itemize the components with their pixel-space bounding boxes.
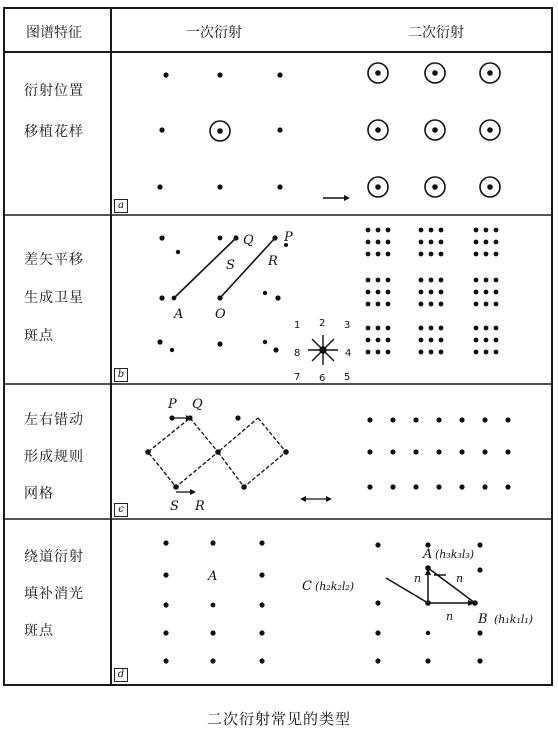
diffraction-spot	[366, 290, 371, 295]
diffraction-spot	[482, 449, 487, 454]
diffraction-spot	[439, 338, 444, 343]
header-primary: 一次衍射	[186, 25, 242, 41]
diffraction-spot	[376, 240, 381, 245]
diffraction-spot	[429, 228, 434, 233]
diffraction-spot	[459, 449, 464, 454]
row-c-line-3: 网格	[24, 486, 54, 502]
diffraction-spot	[367, 449, 372, 454]
row-c-parallelograms	[148, 418, 286, 487]
label-n-3: n	[446, 610, 454, 623]
diffraction-spot	[419, 240, 424, 245]
diffraction-spot	[436, 417, 441, 422]
label-P: P	[168, 397, 177, 412]
label-hkl-C: (h₂k₂l₂)	[315, 580, 355, 593]
row-b-star-symbol	[308, 335, 338, 365]
label-hkl-A: (h₃k₃l₃)	[435, 548, 475, 561]
diffraction-spot	[419, 302, 424, 307]
row-d-line-2: 填补消光	[24, 586, 84, 602]
diffraction-spot	[386, 350, 391, 355]
diffraction-spot	[386, 240, 391, 245]
label-hkl-B: (h₁k₁l₁)	[494, 613, 534, 626]
label-B: B	[478, 612, 488, 627]
table-border	[4, 8, 552, 685]
diffraction-spot	[429, 290, 434, 295]
diffraction-spot	[494, 278, 499, 283]
diffraction-spot	[419, 350, 424, 355]
label-Q: Q	[192, 397, 203, 412]
row-c-labels	[167, 397, 205, 514]
row-c-arrows	[172, 415, 332, 502]
star-number-3: 3	[344, 320, 351, 331]
diffraction-spot	[419, 278, 424, 283]
diffraction-spot	[494, 338, 499, 343]
row-a-tag: a	[114, 199, 128, 213]
diffraction-spot	[484, 240, 489, 245]
diffraction-spot	[505, 449, 510, 454]
row-c-line-1: 左右错动	[24, 412, 84, 428]
diffraction-spot	[376, 302, 381, 307]
row-a-line-2: 移植花样	[24, 124, 84, 140]
diffraction-spot	[366, 326, 371, 331]
diffraction-spot	[376, 350, 381, 355]
label-A: A	[174, 307, 184, 322]
row-a-secondary-spots	[368, 63, 500, 197]
label-n-1: n	[414, 572, 422, 585]
row-d-line-1: 绕道衍射	[24, 549, 84, 565]
row-c-secondary-spots	[367, 417, 510, 489]
diffraction-spot	[482, 484, 487, 489]
diffraction-spot	[390, 484, 395, 489]
diffraction-spot	[376, 278, 381, 283]
diffraction-spot	[484, 350, 489, 355]
diffraction-spot	[390, 417, 395, 422]
star-number-4: 4	[345, 348, 352, 359]
row-b-line-3: 斑点	[24, 328, 54, 344]
row-d-tag: d	[114, 668, 128, 682]
diffraction-spot	[367, 484, 372, 489]
label-A-right: A	[423, 547, 433, 562]
diffraction-spot	[439, 240, 444, 245]
diffraction-spot	[366, 240, 371, 245]
diffraction-spot	[429, 240, 434, 245]
row-a-ringed-spot	[210, 121, 230, 141]
diffraction-spot	[474, 228, 479, 233]
diffraction-spot	[429, 278, 434, 283]
diffraction-spot	[386, 228, 391, 233]
diffraction-spot	[494, 228, 499, 233]
row-c-line-2: 形成规则	[24, 449, 84, 465]
diffraction-spot	[376, 338, 381, 343]
diffraction-spot	[366, 252, 371, 257]
diffraction-spot	[484, 338, 489, 343]
diffraction-spot	[386, 252, 391, 257]
label-Q: Q	[243, 233, 254, 248]
row-c-tag: c	[114, 503, 128, 517]
diffraction-spot	[505, 417, 510, 422]
label-O: O	[215, 307, 226, 322]
diffraction-spot	[429, 302, 434, 307]
row-d-primary-spots	[163, 540, 264, 663]
diffraction-spot	[484, 290, 489, 295]
label-P: P	[284, 230, 293, 245]
header-feature: 图谱特征	[26, 25, 82, 41]
diffraction-spot	[413, 417, 418, 422]
row-b-tag: b	[114, 368, 128, 382]
diffraction-spot	[429, 326, 434, 331]
diffraction-spot	[439, 290, 444, 295]
label-R: R	[195, 499, 205, 514]
diffraction-spot	[429, 350, 434, 355]
star-number-8: 8	[294, 348, 301, 359]
diffraction-spot	[386, 302, 391, 307]
label-n-2: n	[456, 572, 464, 585]
row-b-line-1: 差矢平移	[24, 252, 84, 268]
row-d-labels	[207, 547, 533, 627]
diffraction-spot	[484, 228, 489, 233]
diffraction-spot	[484, 302, 489, 307]
diffraction-spot	[413, 449, 418, 454]
diffraction-spot	[386, 338, 391, 343]
diffraction-spot	[413, 484, 418, 489]
diffraction-spot	[482, 417, 487, 422]
diffraction-spot	[376, 228, 381, 233]
diffraction-spot	[366, 278, 371, 283]
star-number-2: 2	[319, 318, 326, 329]
diffraction-spot	[436, 449, 441, 454]
diffraction-spot	[474, 290, 479, 295]
diffraction-spot	[376, 326, 381, 331]
diffraction-spot	[494, 326, 499, 331]
diffraction-spot	[439, 350, 444, 355]
diffraction-spot	[494, 350, 499, 355]
diffraction-spot	[459, 417, 464, 422]
label-S: S	[226, 258, 235, 273]
diffraction-spot	[484, 252, 489, 257]
row-b-diffraction-vectors	[174, 238, 275, 298]
diffraction-spot	[436, 484, 441, 489]
diffraction-spot	[474, 252, 479, 257]
diffraction-spot	[439, 252, 444, 257]
diffraction-spot	[474, 338, 479, 343]
diffraction-spot	[429, 252, 434, 257]
row-a-arrow	[323, 195, 350, 201]
diffraction-spot	[419, 290, 424, 295]
diffraction-spot	[494, 290, 499, 295]
diffraction-spot	[505, 484, 510, 489]
header-secondary: 二次衍射	[408, 25, 464, 41]
diffraction-spot	[439, 278, 444, 283]
diffraction-spot	[474, 240, 479, 245]
label-C: C	[302, 579, 312, 594]
diffraction-spot	[419, 338, 424, 343]
row-a-line-1: 衍射位置	[24, 83, 84, 99]
figure-caption: 二次衍射常见的类型	[206, 710, 351, 728]
diffraction-spot	[386, 290, 391, 295]
diffraction-spot	[386, 326, 391, 331]
row-b-satellite-spots	[366, 228, 499, 355]
star-number-1: 1	[294, 320, 301, 331]
row-b-line-2: 生成卫星	[24, 290, 84, 306]
diffraction-spot	[494, 302, 499, 307]
star-number-5: 5	[344, 372, 351, 383]
diffraction-spot	[494, 252, 499, 257]
diffraction-spot	[419, 326, 424, 331]
diffraction-spot	[366, 228, 371, 233]
diffraction-spot	[376, 290, 381, 295]
diffraction-spot	[376, 252, 381, 257]
diffraction-spot	[484, 326, 489, 331]
diffraction-spot	[367, 417, 372, 422]
diffraction-spot	[366, 350, 371, 355]
label-A-left: A	[208, 569, 218, 584]
diffraction-spot	[474, 350, 479, 355]
diffraction-spot	[419, 252, 424, 257]
row-d-line-3: 斑点	[24, 623, 54, 639]
diffraction-spot	[474, 302, 479, 307]
diffraction-spot	[494, 240, 499, 245]
diffraction-spot	[474, 278, 479, 283]
diffraction-spot	[419, 228, 424, 233]
diffraction-spot	[484, 278, 489, 283]
diffraction-spot	[439, 326, 444, 331]
diffraction-spot	[366, 302, 371, 307]
diffraction-spot	[439, 302, 444, 307]
diffraction-spot	[390, 449, 395, 454]
diffraction-spot	[429, 338, 434, 343]
star-number-7: 7	[294, 372, 301, 383]
diffraction-spot	[439, 228, 444, 233]
diffraction-spot	[386, 278, 391, 283]
diffraction-spot	[474, 326, 479, 331]
diffraction-spot	[366, 338, 371, 343]
label-R: R	[268, 254, 278, 269]
diffraction-spot	[459, 484, 464, 489]
star-number-6: 6	[319, 373, 326, 384]
label-S: S	[170, 499, 179, 514]
